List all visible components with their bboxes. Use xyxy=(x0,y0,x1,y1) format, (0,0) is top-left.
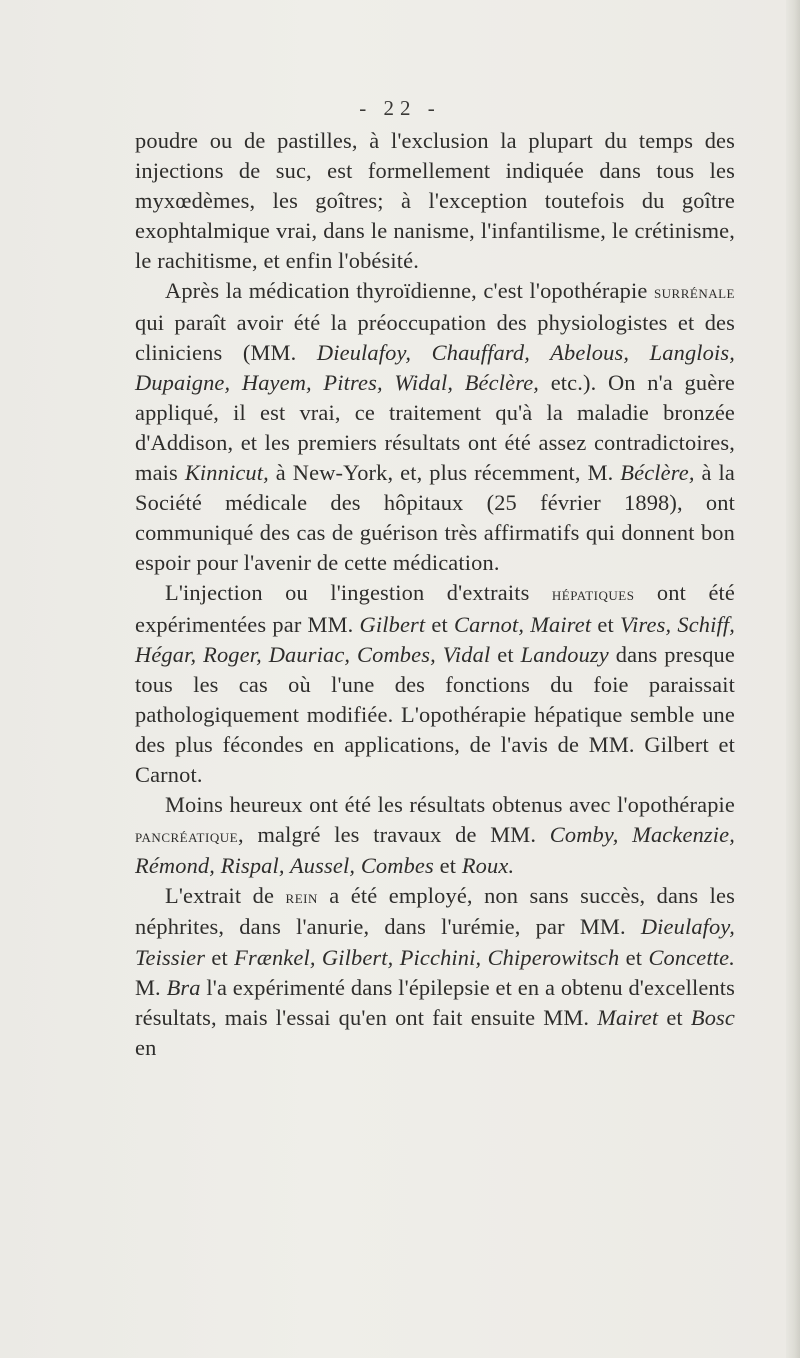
text-run: et xyxy=(425,611,454,637)
italic-run: Béclère, xyxy=(620,460,695,486)
italic-run: Bra xyxy=(166,974,201,1000)
small-caps-run: pancréatique xyxy=(135,826,239,847)
paragraph xyxy=(135,881,735,1063)
italic-run: Dieulafoy, Teissier xyxy=(135,914,735,970)
text-run: Après la médication thyroïdienne, c'est l'opothérapie xyxy=(165,278,654,304)
text-run: etc.). On n'a guère appliqué, il est vrai, ce traitement qu'à la maladie bronzée d'Addison, et les premiers résultats ont été assez contradictoires, mais xyxy=(135,369,735,486)
text-run: et xyxy=(658,1004,691,1030)
text-run: ont été expérimentées par MM. xyxy=(135,580,735,637)
italic-run: Frænkel, Gilbert, Picchini, Chiperowitsch xyxy=(234,944,620,970)
small-caps-run: surrénale xyxy=(653,282,735,303)
italic-run: Carnot, Mairet xyxy=(454,611,592,637)
page-edge xyxy=(786,0,800,1358)
italic-run: Vires, Schiff, Hégar, Roger, Dauriac, Combes, Vidal xyxy=(135,611,736,667)
text-run: à New-York, et, plus récemment, M. xyxy=(268,460,621,486)
text-run: M. xyxy=(135,974,167,1000)
text-run: en xyxy=(135,1034,157,1060)
paragraph xyxy=(135,276,735,578)
italic-run: Roux. xyxy=(461,853,515,879)
body-text xyxy=(135,126,735,1063)
italic-run: Gilbert xyxy=(359,611,426,637)
italic-run: Dieulafoy, Chauffard, Abelous, Langlois, Dupaigne, Hayem, Pitres, Widal, Béclère, xyxy=(135,339,735,395)
text-run: qui paraît avoir été la préoccupation des physiologistes et des cliniciens (MM. xyxy=(135,309,735,365)
paragraph xyxy=(135,126,735,276)
paragraph xyxy=(135,790,735,881)
italic-run: Mairet xyxy=(597,1004,659,1030)
text-run: L'extrait de xyxy=(165,883,286,909)
text-run: a été employé, non sans succès, dans les néphrites, dans l'anurie, dans l'urémie, par MM. xyxy=(135,883,735,940)
small-caps-run: hépatiques xyxy=(551,584,635,605)
text-run: , malgré les travaux de MM. xyxy=(238,822,550,848)
italic-run: Concette. xyxy=(648,944,735,970)
text-run: et xyxy=(205,944,235,970)
text-run: L'injection ou l'ingestion d'extraits xyxy=(165,580,552,606)
page-number: - 22 - xyxy=(359,96,441,120)
text-run: et xyxy=(433,853,462,879)
text-run: poudre ou de pastilles, à l'exclusion la plupart du temps des injections de suc, est formellement indiquée dans tous les myxœdèmes, les goîtres; à l'exception toutefois du goître exophtalmique vrai, dans le nanisme, l'infantilisme, le crétinisme, le rachitisme, et enfin l'obésité. xyxy=(135,128,735,274)
italic-run: Landouzy xyxy=(520,641,609,667)
small-caps-run: rein xyxy=(285,887,318,908)
italic-run: Bosc xyxy=(690,1004,735,1030)
text-run: Moins heureux ont été les résultats obtenus avec l'opothérapie xyxy=(165,792,735,818)
italic-run: Comby, Mackenzie, Rémond, Rispal, Aussel, Combes xyxy=(135,822,735,879)
text-run: et xyxy=(619,944,649,970)
text-run: à la Société médicale des hôpitaux (25 février 1898), ont communiqué des cas de guérison très affirmatifs qui donnent bon espoir pour l'avenir de cette médication. xyxy=(135,460,736,576)
text-run: l'a expérimenté dans l'épilepsie et en a obtenu d'excellents résultats, mais l'essai qu'en ont fait ensuite MM. xyxy=(135,974,735,1030)
paragraph xyxy=(135,578,735,790)
text-run: et xyxy=(591,611,620,637)
text-run: et xyxy=(490,641,521,667)
text-run: dans presque tous les cas où l'une des fonctions du foie paraissait pathologiquement modifiée. L'opothérapie hépatique semble une des plus fécondes en applications, de l'avis de MM. Gilbert et Carnot. xyxy=(135,641,735,787)
italic-run: Kinnicut, xyxy=(184,460,269,486)
